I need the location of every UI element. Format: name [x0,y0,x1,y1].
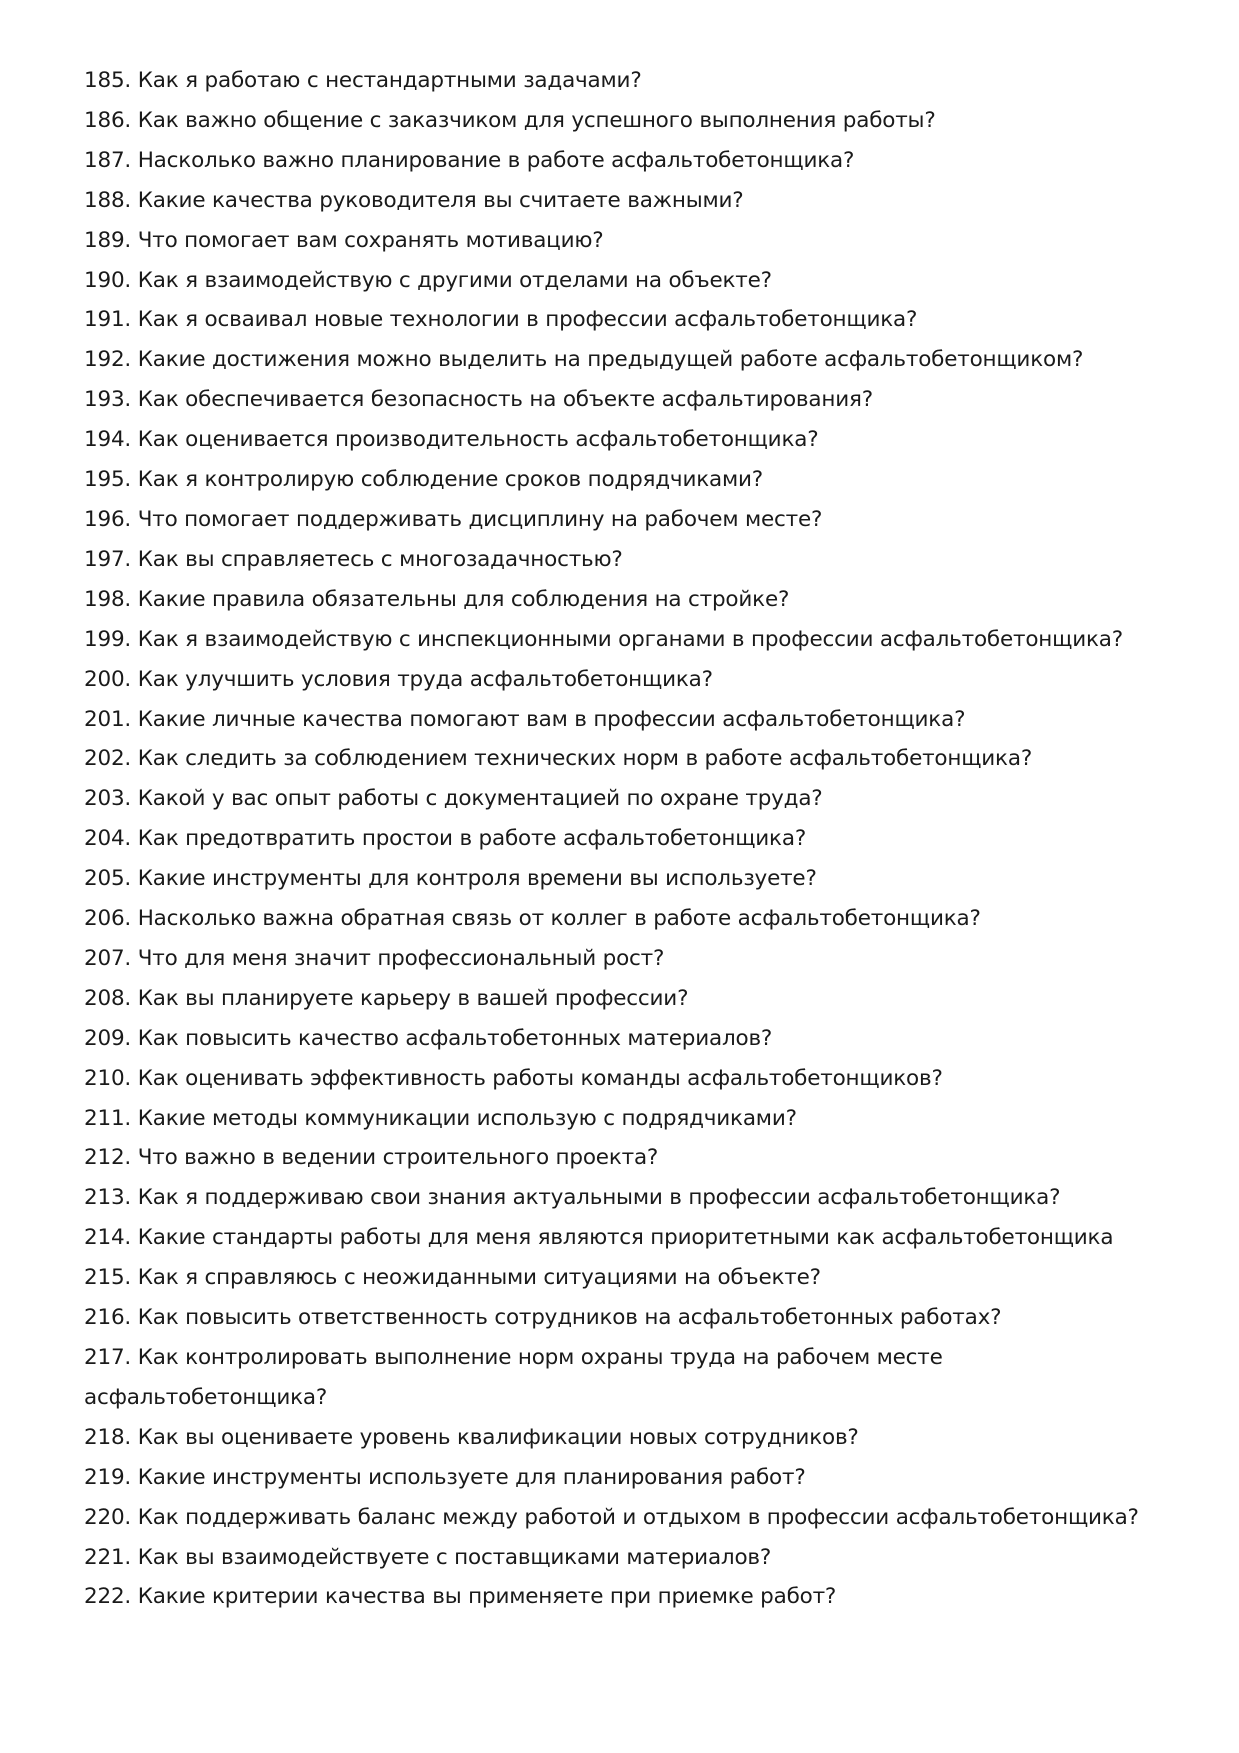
question-item-194 [84,420,1164,460]
question-number: 195. [84,467,132,493]
question-item-204 [84,819,1164,859]
question-item-219 [84,1458,1164,1498]
question-item-195 [84,460,1164,500]
question-item-193 [84,380,1164,420]
question-item-208 [84,979,1164,1019]
question-number: 200. [84,666,132,692]
question-item-198 [84,580,1164,620]
question-item-192 [84,340,1164,380]
question-text: Какие личные качества помогают вам в профессии асфальтобетонщика? [137,706,966,732]
question-text: Как оценивать эффективность работы команды асфальтобетонщиков? [137,1065,943,1091]
question-item-218 [84,1418,1164,1458]
question-text: Какие стандарты работы для меня являются приоритетными как асфальтобетонщика [137,1225,1114,1251]
question-number: 198. [84,586,132,612]
question-text: Что помогает поддерживать дисциплину на рабочем месте? [137,506,823,532]
question-text: Какие достижения можно выделить на предыдущей работе асфальтобетонщиком? [137,347,1084,373]
question-item-212 [84,1138,1164,1178]
question-item-216 [84,1298,1164,1338]
question-number: 205. [84,866,132,892]
question-number: 213. [84,1185,132,1211]
question-number: 219. [84,1464,132,1490]
question-text: Насколько важно планирование в работе асфальтобетонщика? [137,147,855,173]
question-number: 204. [84,826,132,852]
question-text: Как я поддерживаю свои знания актуальными в профессии асфальтобетонщика? [137,1185,1061,1211]
question-item-196 [84,500,1164,540]
question-number: 206. [84,906,132,932]
question-text: Как я справляюсь с неожиданными ситуациями на объекте? [137,1265,821,1291]
question-number: 191. [84,307,132,333]
question-text: Как поддерживать баланс между работой и отдыхом в профессии асфальтобетонщика? [137,1504,1139,1530]
question-item-220 [84,1498,1164,1538]
question-text: Что для меня значит профессиональный рост? [137,945,665,971]
question-text: Насколько важна обратная связь от коллег в работе асфальтобетонщика? [137,906,981,932]
question-item-187 [84,141,1164,181]
question-item-200 [84,660,1164,700]
question-text: Как важно общение с заказчиком для успешного выполнения работы? [137,107,936,133]
question-text: Как предотвратить простои в работе асфальтобетонщика? [137,826,807,852]
question-number: 189. [84,227,132,253]
question-item-199 [84,620,1164,660]
question-text: Какие критерии качества вы применяете при приемке работ? [137,1584,837,1610]
question-number: 211. [84,1105,132,1131]
question-item-210 [84,1059,1164,1099]
question-item-191 [84,300,1164,340]
question-number: 203. [84,786,132,812]
question-item-222 [84,1577,1164,1617]
question-text: Что важно в ведении строительного проекта? [137,1145,659,1171]
question-number: 216. [84,1305,132,1331]
question-item-189 [84,221,1164,261]
question-text: Что помогает вам сохранять мотивацию? [137,227,604,253]
question-item-197 [84,540,1164,580]
question-item-188 [84,181,1164,221]
question-text: Какие инструменты используете для планирования работ? [137,1464,806,1490]
question-number: 212. [84,1145,132,1171]
question-text: Как вы планируете карьеру в вашей профессии? [137,985,689,1011]
question-number: 197. [84,546,132,572]
question-number: 187. [84,147,132,173]
question-item-190 [84,261,1164,301]
question-item-186 [84,101,1164,141]
question-item-205 [84,859,1164,899]
question-text: Какие правила обязательны для соблюдения на стройке? [137,586,790,612]
question-text: Как я осваивал новые технологии в профессии асфальтобетонщика? [137,307,918,333]
question-number: 210. [84,1065,132,1091]
question-text: Как я взаимодействую с другими отделами на объекте? [137,267,772,293]
question-number: 190. [84,267,132,293]
question-item-206 [84,899,1164,939]
question-number: 207. [84,945,132,971]
question-number: 186. [84,107,132,133]
question-number: 218. [84,1424,132,1450]
question-text: Как я контролирую соблюдение сроков подрядчиками? [137,467,763,493]
question-text: Как я взаимодействую с инспекционными органами в профессии асфальтобетонщика? [137,626,1123,652]
question-text: Как вы справляетесь с многозадачностью? [137,546,623,572]
question-text: Как вы взаимодействуете с поставщиками материалов? [137,1544,772,1570]
question-item-185 [84,61,1164,101]
question-text: Как я работаю с нестандартными задачами? [137,68,642,93]
question-list [84,61,1199,1617]
question-text: Какой у вас опыт работы с документацией по охране труда? [137,786,823,812]
question-number: 201. [84,706,132,732]
question-text: Как обеспечивается безопасность на объекте асфальтирования? [137,387,873,413]
question-text: Как повысить качество асфальтобетонных материалов? [137,1025,773,1051]
question-number: 188. [84,187,132,213]
question-number: 222. [84,1584,132,1610]
question-number: 193. [84,387,132,413]
question-text: Как оценивается производительность асфальтобетонщика? [137,427,819,453]
question-text: Какие качества руководителя вы считаете важными? [137,187,744,213]
question-number: 194. [84,427,132,453]
question-item-201 [84,700,1164,740]
question-number: 215. [84,1265,132,1291]
question-text: Как вы оцениваете уровень квалификации новых сотрудников? [137,1424,859,1450]
question-number: 196. [84,506,132,532]
question-item-221 [84,1538,1164,1578]
question-text: Как повысить ответственность сотрудников на асфальтобетонных работах? [137,1305,1002,1331]
question-text: Как контролировать выполнение норм охраны труда на рабочем месте асфальтобетонщика? [84,1345,943,1410]
question-item-207 [84,939,1164,979]
question-number: 220. [84,1504,132,1530]
question-item-211 [84,1099,1164,1139]
question-text: Какие инструменты для контроля времени вы используете? [137,866,817,892]
question-item-203 [84,779,1164,819]
question-text: Как улучшить условия труда асфальтобетонщика? [137,666,713,692]
question-item-217 [84,1338,1164,1418]
question-item-209 [84,1019,1164,1059]
question-item-213 [84,1178,1164,1218]
question-item-215 [84,1258,1164,1298]
question-number: 221. [84,1544,132,1570]
question-number: 208. [84,985,132,1011]
question-item-202 [84,739,1164,779]
question-item-214 [84,1218,1164,1258]
question-number: 202. [84,746,132,772]
question-number: 217. [84,1345,132,1370]
question-text: Как следить за соблюдением технических норм в работе асфальтобетонщика? [137,746,1033,772]
question-number: 192. [84,347,132,373]
question-number: 185. [84,68,132,93]
question-text: Какие методы коммуникации использую с подрядчиками? [137,1105,797,1131]
question-number: 209. [84,1025,132,1051]
question-number: 199. [84,626,132,652]
question-number: 214. [84,1225,132,1251]
